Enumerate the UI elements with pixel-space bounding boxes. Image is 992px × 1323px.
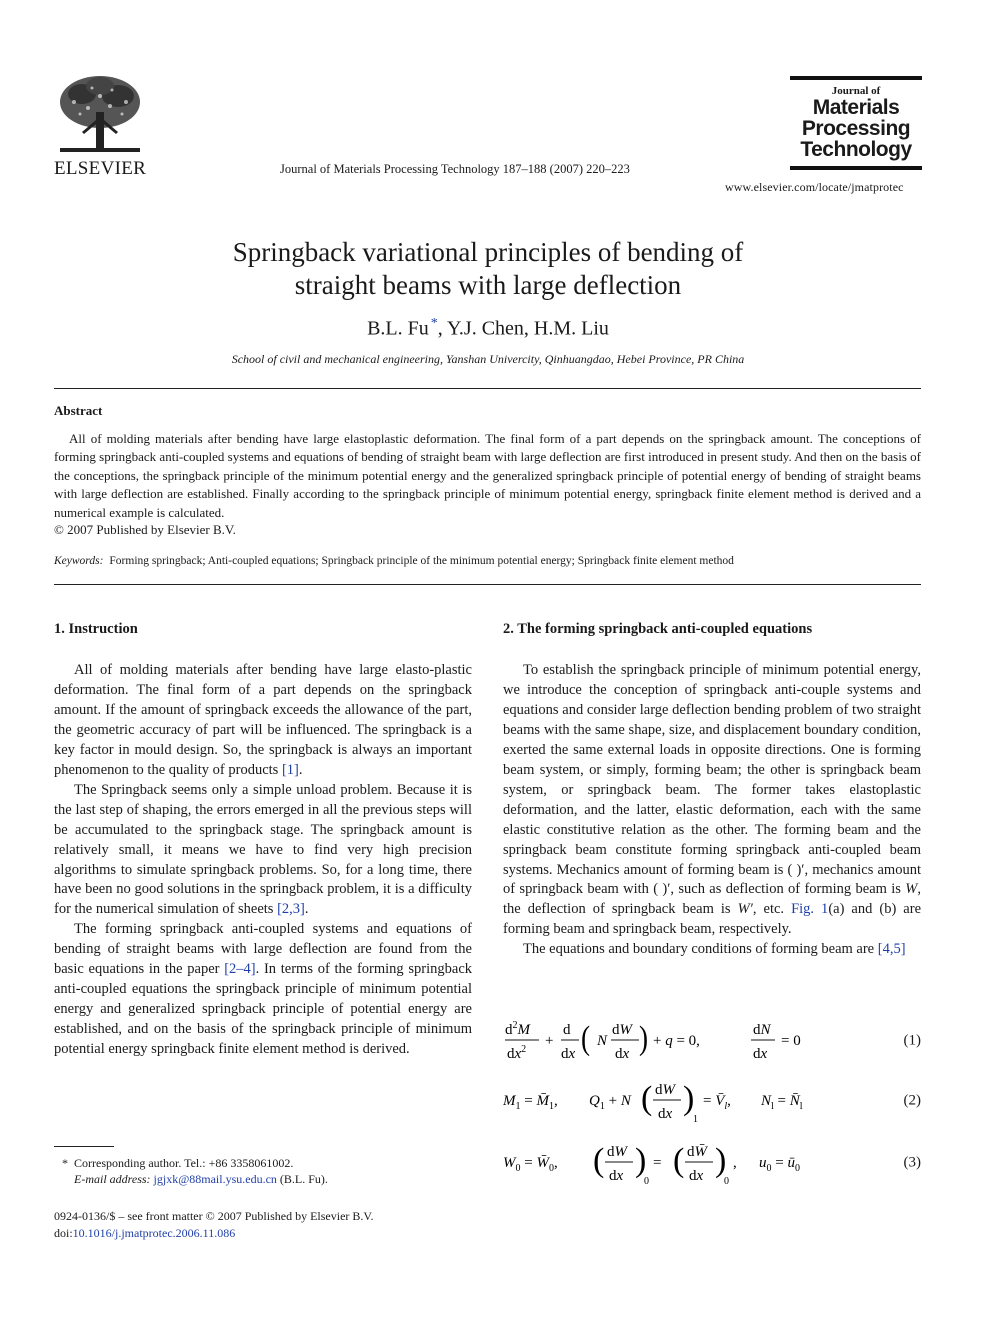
svg-text:+ q = 0,: + q = 0, bbox=[653, 1033, 700, 1049]
svg-text:Nl = N̄l: $N_l$ = $N̄_l$ bbox=[761, 1093, 803, 1112]
footnote-text: Corresponding author. Tel.: +86 3358061002. bbox=[74, 1156, 294, 1170]
para-text: The forming springback anti-coupled systems and equations of bending of straight beams with large deflection are found from the basic equations in the paper bbox=[54, 921, 472, 978]
para-text: The Springback seems only a simple unload problem. Because it is the last step of shaping, the errors emerged in all the previous steps will be accumulated to the springback stage. The springback amount is relatively small, it means we have to find very high precision algorithms to simulate springback problems. So, for a long time, there have been no good solutions in the springback problem, it is a difficulty for the numerical simulation of sheets bbox=[54, 781, 472, 918]
journal-citation: Journal of Materials Processing Technology 187–188 (2007) 220–223 bbox=[280, 162, 630, 176]
svg-text:dx: dx bbox=[753, 1046, 768, 1062]
authors bbox=[100, 316, 876, 341]
issn-line: 0924-0136/$ – see front matter © 2007 Published by Elsevier B.V. bbox=[54, 1209, 374, 1223]
svg-text:dx: dx bbox=[689, 1168, 704, 1184]
footnote-star: * bbox=[62, 1156, 68, 1170]
brand-small-text: Journal of bbox=[831, 85, 881, 97]
svg-text:dW: dW bbox=[607, 1144, 627, 1160]
corresponding-author-link[interactable]: * bbox=[430, 316, 438, 331]
front-matter bbox=[54, 1208, 374, 1242]
footnote bbox=[62, 1155, 328, 1187]
doi-label: doi: bbox=[54, 1226, 73, 1240]
ref-1-link[interactable]: [1] bbox=[281, 761, 299, 778]
ref-2-3-link[interactable]: [2,3] bbox=[277, 901, 305, 918]
equation-1 bbox=[503, 1018, 921, 1064]
equation-3-graphic bbox=[503, 1138, 863, 1188]
section-1-para-2 bbox=[54, 781, 472, 921]
journal-brand bbox=[790, 76, 922, 170]
para-text: To establish the springback principle of minimum potential energy, we introduce the conception of springback anti-couple systems and equations and consider large deflection bending problem of two straight beams with the same shape, size, and displacement boundary condition, exerted the same external loads in opposite directions. One is forming beam system, or simply, forming beam; the other is springback beam system, or springback beam. The former takes elastoplastic deformation, and the latter, elastic deformation, each with the same elastic constitutive relation as the other. The forming beam and the springback beam constitute forming springback anti-coupled beam systems. Mechanics amount of forming beam is ( )′, mechanics amount of springback beam with ( )′, such as deflection of forming beam is bbox=[503, 662, 921, 898]
section-2-para-1 bbox=[503, 661, 921, 940]
rule-top bbox=[54, 388, 921, 389]
section-1-body bbox=[54, 661, 472, 1060]
svg-text:dx: dx bbox=[658, 1106, 673, 1122]
title-line-2: straight beams with large deflection bbox=[294, 270, 682, 300]
doi-link[interactable]: 10.1016/j.jmatprotec.2006.11.086 bbox=[72, 1226, 236, 1240]
elsevier-tree-icon bbox=[52, 72, 148, 156]
brand-rule-bottom bbox=[790, 166, 922, 170]
svg-text:dW: dW bbox=[655, 1082, 675, 1098]
svg-text:0: 0 bbox=[724, 1176, 729, 1187]
svg-text:): ) bbox=[635, 1142, 647, 1179]
symbol-W: W bbox=[905, 881, 918, 898]
svg-text:0: 0 bbox=[644, 1176, 649, 1187]
email-suffix: (B.L. Fu). bbox=[279, 1172, 328, 1186]
ref-2-4-link[interactable]: [2–4] bbox=[224, 961, 256, 978]
svg-text:d2M: $d^2M$ bbox=[505, 1020, 530, 1038]
svg-text:dx: dx bbox=[615, 1046, 630, 1062]
svg-text:=: = bbox=[653, 1155, 662, 1171]
svg-text:1: 1 bbox=[693, 1114, 698, 1125]
elsevier-logo bbox=[52, 72, 148, 178]
svg-text:(: ( bbox=[593, 1142, 605, 1179]
svg-text:Q1 + N: $Q_1 + N$ bbox=[589, 1093, 631, 1112]
equation-3 bbox=[503, 1138, 921, 1188]
email-link[interactable]: jgjxk@88mail.ysu.edu.cn bbox=[153, 1172, 277, 1186]
svg-text:): ) bbox=[683, 1080, 695, 1117]
para-text: . bbox=[304, 901, 309, 918]
svg-text:,: , bbox=[733, 1155, 737, 1171]
svg-text:dN: dN bbox=[753, 1022, 771, 1038]
abstract-body: All of molding materials after bending have large elastoplastic deformation. The final form of a part depends on the springback amount. The conceptions of forming springback anti-coupled systems and equations of bending of straight beam with large deflection are first introduced in present study. And then on the basis of the conceptions, the springback principle of the minimum potential energy and the generalized springback principle of potential energy of bending of straight beams with large deflection are established. Finally according to the springback principle of minimum potential energy, springback finite element method is derived and a numerical example is calculated. bbox=[54, 431, 921, 520]
svg-text:M1 = M̄1,: $M_1$ = $M̄_1$, bbox=[503, 1093, 558, 1112]
ref-4-5-link[interactable]: [4,5] bbox=[877, 941, 906, 958]
svg-text:W0 = W̄0,: $W_0$ = $W̄_0$, bbox=[503, 1155, 558, 1174]
svg-text:): ) bbox=[715, 1142, 727, 1179]
svg-text:N: N bbox=[597, 1033, 608, 1049]
doi-line bbox=[54, 1225, 374, 1242]
section-2-heading: 2. The forming springback anti-coupled equations bbox=[503, 621, 813, 637]
para-text: (a) and (b) are forming beam and springback beam, respectively. bbox=[503, 901, 922, 938]
co-authors: , Y.J. Chen, H.M. Liu bbox=[437, 317, 609, 340]
svg-text:u0 = ū0: $u_0$ = $ū_0$ bbox=[759, 1155, 800, 1174]
para-text: , etc. bbox=[752, 901, 792, 918]
para-text: The equations and boundary conditions of forming beam are bbox=[523, 941, 878, 958]
para-text: . In terms of the forming springback anti-coupled equations the springback principle of minimum potential energy and generalized springback principle of potential energy are established, and on the basis of the springback principle of minimum potential energy springback finite element method is derived. bbox=[54, 961, 473, 1058]
footnote-corresponding bbox=[62, 1155, 328, 1171]
para-text: . bbox=[298, 761, 303, 778]
svg-text:dx: dx bbox=[561, 1046, 576, 1062]
svg-text:dx: dx bbox=[609, 1168, 624, 1184]
equation-3-number: (3) bbox=[903, 1154, 921, 1171]
abstract-heading: Abstract bbox=[54, 403, 103, 418]
section-1-heading: 1. Instruction bbox=[54, 621, 138, 637]
equation-2-graphic bbox=[503, 1076, 863, 1126]
rule-bottom bbox=[54, 584, 921, 585]
article-title bbox=[100, 236, 876, 302]
brand-line-2: Processing bbox=[801, 117, 911, 140]
equation-2-number: (2) bbox=[903, 1092, 921, 1109]
keywords-label: Keywords: bbox=[54, 555, 104, 567]
svg-text:(: ( bbox=[673, 1142, 685, 1179]
para-text: All of molding materials after bending have large elasto-plastic deformation. The final form of a part depends on the springback amount. If the amount of springback exceeds the allowance of the part, the geometric accuracy of part will be influenced. The springback is a key factor in mould design. So, the springback is always an important phenomenon to the quality of products bbox=[54, 662, 472, 778]
svg-text:+: + bbox=[545, 1033, 554, 1049]
svg-text:dW: dW bbox=[612, 1022, 632, 1038]
svg-text:dW̄: dW̄ bbox=[687, 1144, 707, 1160]
publisher-name: ELSEVIER bbox=[54, 158, 147, 179]
svg-text:dx2: $dx^2$ bbox=[507, 1044, 527, 1062]
section-2-para-2 bbox=[503, 940, 921, 960]
section-1-para-3 bbox=[54, 920, 472, 1060]
email-label: E-mail address: bbox=[74, 1172, 151, 1186]
keywords bbox=[54, 555, 734, 567]
svg-text:(: ( bbox=[641, 1080, 653, 1117]
svg-text:= 0: = 0 bbox=[781, 1033, 801, 1049]
svg-text:d: d bbox=[563, 1022, 571, 1038]
equation-1-graphic bbox=[503, 1018, 863, 1064]
brand-line-1: Materials bbox=[812, 96, 900, 119]
para-text: , the deflection of springback beam is bbox=[503, 881, 921, 918]
svg-text:): ) bbox=[639, 1019, 649, 1057]
abstract-copyright: © 2007 Published by Elsevier B.V. bbox=[54, 522, 236, 537]
brand-rule-top bbox=[790, 76, 922, 80]
section-1-para-1 bbox=[54, 661, 472, 781]
svg-text:= V̄l,: = $V̄_l$, bbox=[703, 1093, 731, 1112]
section-2-body bbox=[503, 661, 921, 960]
svg-text:(: ( bbox=[581, 1019, 591, 1057]
equation-1-number: (1) bbox=[903, 1032, 921, 1049]
footnote-rule bbox=[54, 1146, 114, 1147]
footnote-email-line bbox=[62, 1171, 328, 1187]
brand-line-3: Technology bbox=[800, 138, 912, 161]
title-line-1: Springback variational principles of bending of bbox=[232, 237, 744, 267]
author-fu: B.L. Fu bbox=[367, 317, 429, 340]
symbol-W-prime: W′ bbox=[737, 901, 753, 918]
keywords-list: Forming springback; Anti-coupled equations; Springback principle of the minimum potential energy; Springback finite element method bbox=[109, 555, 734, 567]
journal-url[interactable]: www.elsevier.com/locate/jmatprotec bbox=[725, 180, 904, 194]
equation-2 bbox=[503, 1076, 921, 1126]
affiliation: School of civil and mechanical engineering, Yanshan Univercity, Qinhuangdao, Hebei Province, PR China bbox=[231, 352, 745, 366]
figure-1-link[interactable]: Fig. 1 bbox=[791, 901, 829, 918]
